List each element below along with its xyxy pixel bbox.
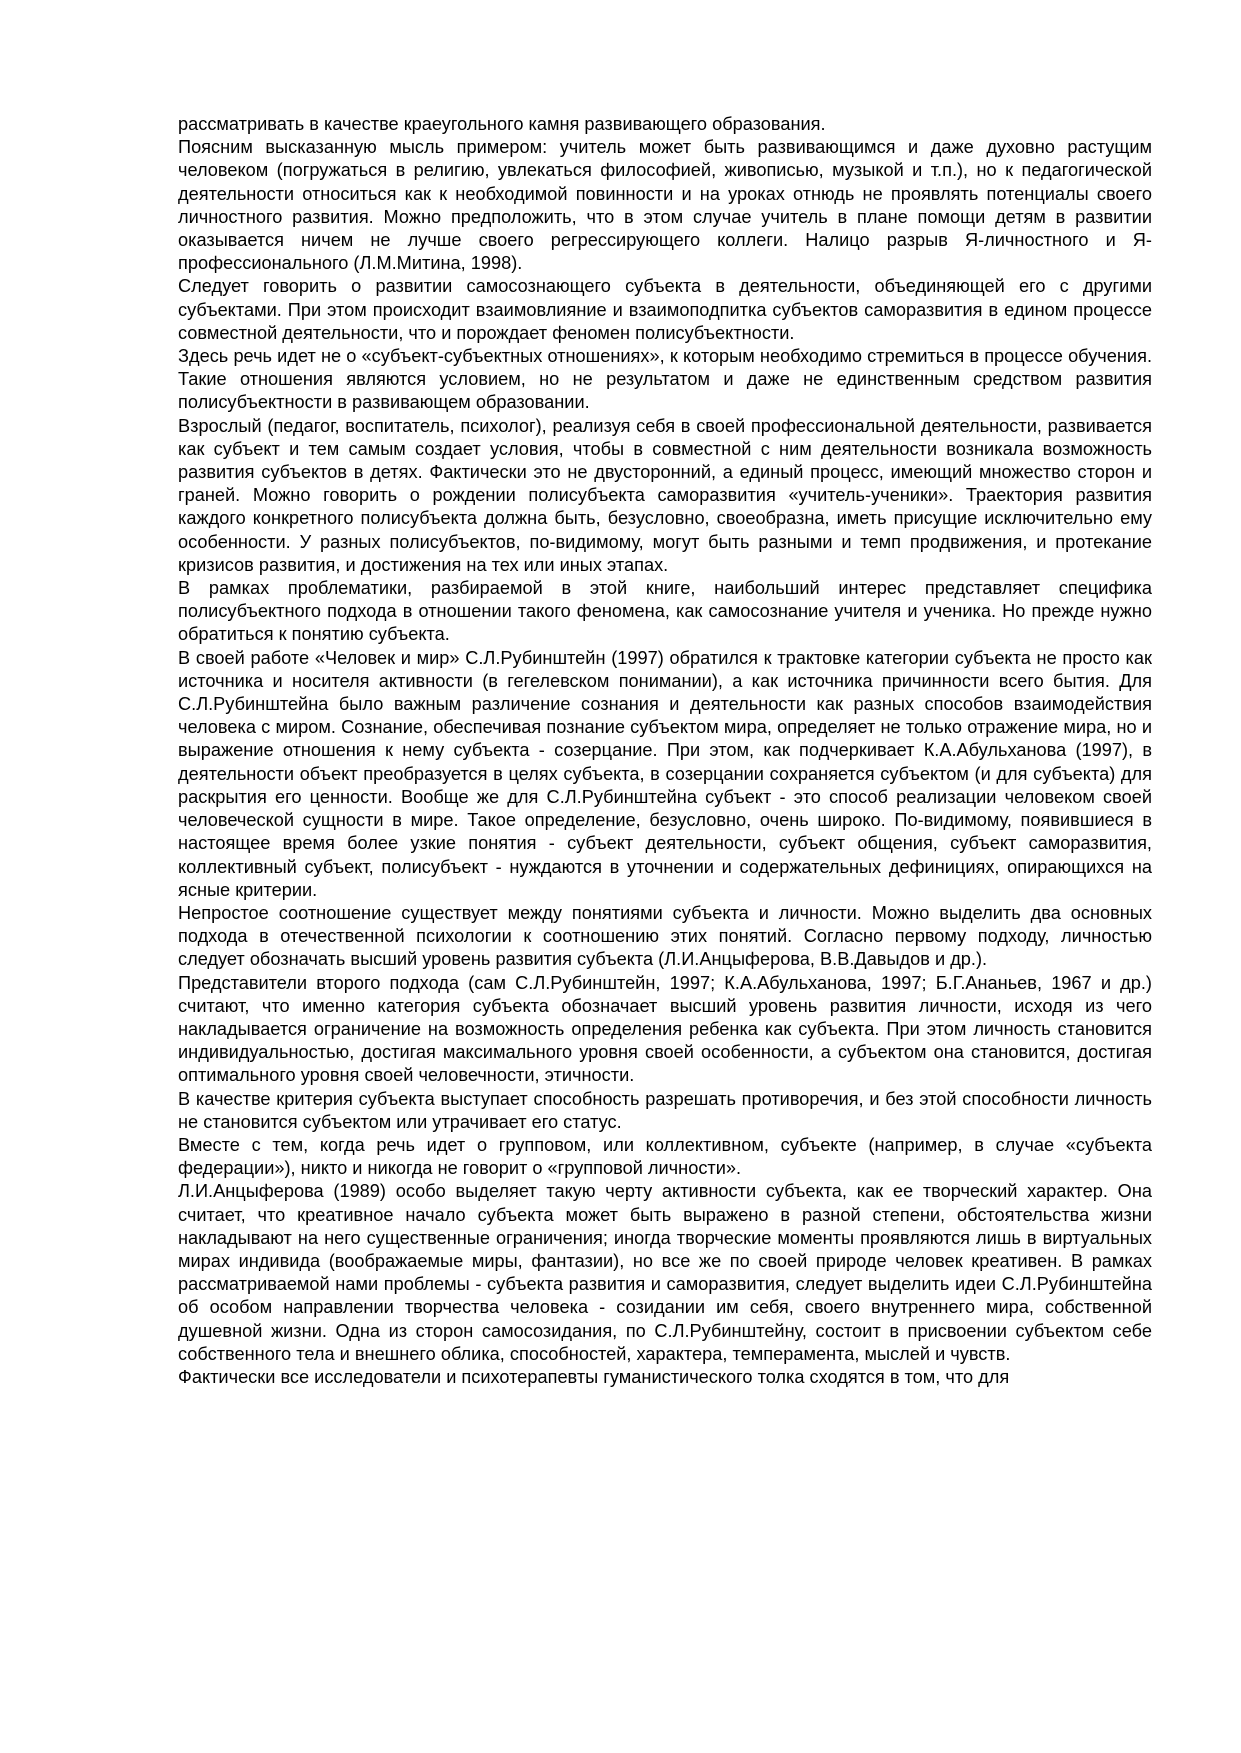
paragraph: Поясним высказанную мысль примером: учитель может быть развивающимся и даже духовно растущим человеком (погружаться в религию, увлекаться философией, живописью, музыкой и т.п.), но к педагогической деятельности относиться как к необходимой повинности и на уроках отнюдь не проявлять потенциалы своего личностного развития. Можно предположить, что в этом случае учитель в плане помощи детям в развитии оказывается ничем не лучше своего регрессирующего коллеги. Налицо разрыв Я-личностного и Я-профессионального (Л.М.Митина, 1998). (178, 137, 1152, 274)
paragraph: В качестве критерия субъекта выступает способность разрешать противоречия, и без этой способности личность не становится субъектом или утрачивает его статус. (178, 1088, 1152, 1132)
paragraph: В своей работе «Человек и мир» С.Л.Рубинштейн (1997) обратился к трактовке категории субъекта не просто как источника и носителя активности (в гегелевском понимании), а как источника причинности всего бытия. Для С.Л.Рубинштейна было важным различение сознания и деятельности как разных способов взаимодействия человека с миром. Сознание, обеспечивая познание субъектом мира, определяет не только отражение мира, но и выражение отношения к нему субъекта - созерцание. При этом, как подчеркивает К.А.Абульханова (1997), в деятельности объект преобразуется в целях субъекта, в созерцании сохраняется субъектом (и для субъекта) для раскрытия его ценности. Вообще же для С.Л.Рубинштейна субъект - это способ реализации человеком своей человеческой сущности в мире. Такое определение, безусловно, очень широко. По-видимому, появившиеся в настоящее время более узкие понятия - субъект деятельности, субъект общения, субъект саморазвития, коллективный субъект, полисубъект - нуждаются в уточнении и содержательных дефинициях, опирающихся на ясные критерии. (178, 647, 1152, 900)
paragraph: Взрослый (педагог, воспитатель, психолог), реализуя себя в своей профессиональной деятельности, развивается как субъект и тем самым создает условия, чтобы в совместной с ним деятельности возникала возможность развития субъектов в детях. Фактически это не двусторонний, а единый процесс, имеющий множество сторон и граней. Можно говорить о рождении полисубъекта саморазвития «учитель-ученики». Траектория развития каждого конкретного полисубъекта должна быть, безусловно, своеобразна, иметь присущие исключительно ему особенности. У разных полисубъектов, по-видимому, могут быть разными и темп продвижения, и протекание кризисов развития, и достижения на тех или иных этапах. (178, 415, 1152, 575)
paragraph: Представители второго подхода (сам С.Л.Рубинштейн, 1997; К.А.Абульханова, 1997; Б.Г.Ананьев, 1967 и др.) считают, что именно категория субъекта обозначает высший уровень развития личности, исходя из чего накладывается ограничение на возможность определения ребенка как субъекта. При этом личность становится индивидуальностью, достигая максимального уровня своей особенности, а субъектом она становится, достигая оптимального уровня своей человечности, этичности. (178, 972, 1152, 1086)
paragraph: В рамках проблематики, разбираемой в этой книге, наибольший интерес представляет специфика полисубъектного подхода в отношении такого феномена, как самосознание учителя и ученика. Но прежде нужно обратиться к понятию субъекта. (178, 578, 1152, 645)
paragraph: рассматривать в качестве краеугольного камня развивающего образования. (178, 114, 826, 134)
document-page (178, 113, 1152, 1389)
paragraph: Фактически все исследователи и психотерапевты гуманистического толка сходятся в том, что для (178, 1366, 1010, 1387)
paragraph: Следует говорить о развитии самосознающего субъекта в деятельности, объединяющей его с другими субъектами. При этом происходит взаимовлияние и взаимоподпитка субъектов саморазвития в едином процессе совместной деятельности, что и порождает феномен полисубъектности. (178, 276, 1152, 343)
paragraph: Здесь речь идет не о «субъект-субъектных отношениях», к которым необходимо стремиться в процессе обучения. Такие отношения являются условием, но не результатом и даже не единственным средством развития полисубъектности в развивающем образовании. (178, 346, 1152, 413)
paragraph: Непростое соотношение существует между понятиями субъекта и личности. Можно выделить два основных подхода в отечественной психологии к соотношению этих понятий. Согласно первому подходу, личностью следует обозначать высший уровень развития субъекта (Л.И.Анцыферова, В.В.Давыдов и др.). (178, 902, 1152, 970)
paragraph: Л.И.Анцыферова (1989) особо выделяет такую черту активности субъекта, как ее творческий характер. Она считает, что креативное начало субъекта может быть выражено в разной степени, обстоятельства жизни накладывают на него существенные ограничения; иногда творческие моменты проявляются лишь в виртуальных мирах индивида (воображаемые миры, фантазии), но все же по своей природе человек креативен. В рамках рассматриваемой нами проблемы - субъекта развития и саморазвития, следует выделить идеи С.Л.Рубинштейна об особом направлении творчества человека - созидании им себя, своего внутреннего мира, собственной душевной жизни. Одна из сторон самосозидания, по С.Л.Рубинштейну, состоит в присвоении субъектом себе собственного тела и внешнего облика, способностей, характера, темперамента, мыслей и чувств. (178, 1181, 1152, 1364)
paragraph: Вместе с тем, когда речь идет о групповом, или коллективном, субъекте (например, в случае «субъекта федерации»), никто и никогда не говорит о «групповой личности». (178, 1134, 1152, 1179)
